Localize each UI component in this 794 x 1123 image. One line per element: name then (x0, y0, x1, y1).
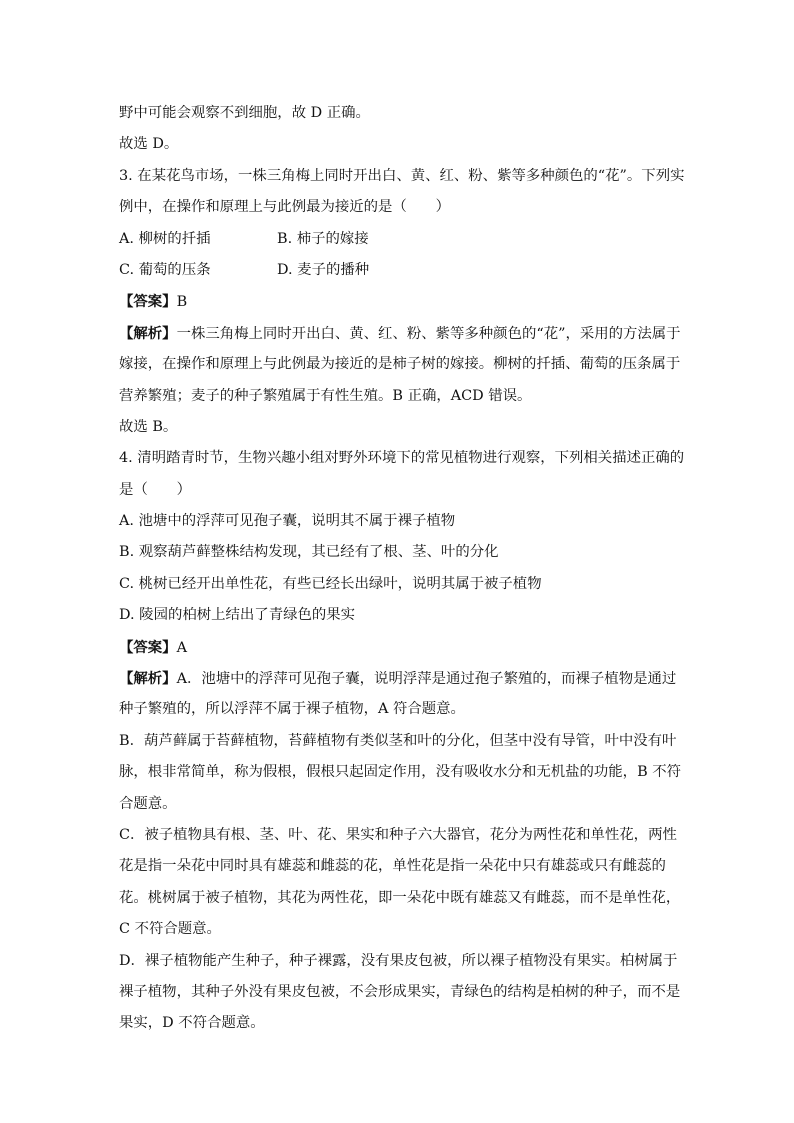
question-3-options-row (119, 224, 679, 255)
question-4-stem: 4. 清明踏青时节，生物兴趣小组对野外环境下的常见植物进行观察，下列相关描述正确的 (119, 450, 685, 467)
analysis-text: 果实，D 不符合题意。 (119, 1015, 265, 1032)
analysis-text: B．葫芦藓属于苔藓植物，苔藓植物有类似茎和叶的分化，但茎中没有导管，叶中没有叶 (119, 732, 677, 749)
question-3-answer (119, 286, 679, 317)
option-c: C. 桃树已经开出单性花，有些已经长出绿叶，说明其属于被子植物 (119, 575, 542, 592)
question-3-stem: 3. 在某花鸟市场，一株三角梅上同时开出白、黄、红、粉、紫等多种颜色的“花”。下列实 (119, 167, 685, 184)
analysis-text: 合题意。 (119, 795, 177, 812)
option-a: A. 池塘中的浮萍可见孢子囊，说明其不属于裸子植物 (119, 513, 456, 530)
analysis-text: C．被子植物具有根、茎、叶、花、果实和种子六大器官，花分为两性花和单性花，两性 (119, 826, 677, 843)
option-b: B. 柿子的嫁接 (277, 230, 369, 247)
question-4-analysis (119, 663, 679, 694)
document-page (119, 98, 685, 1040)
analysis-text: 裸子植物，其种子外没有果皮包被，不会形成果实，青绿色的结构是柏树的种子，而不是 (119, 983, 681, 1000)
answer-tag: 【答案】 (119, 293, 177, 311)
answer-tag: 【答案】 (119, 638, 177, 656)
analysis-text: 营养繁殖；麦子的种子繁殖属于有性生殖。B 正确，ACD 错误。 (119, 387, 532, 404)
option-d: D. 陵园的柏树上结出了青绿色的果实 (119, 607, 356, 624)
analysis-text: 脉，根非常简单，称为假根，假根只起固定作用，没有吸收水分和无机盐的功能，B 不符 (119, 764, 681, 781)
option-a: A. 柳树的扦插 (119, 230, 211, 247)
analysis-text: D．裸子植物能产生种子，种子裸露，没有果皮包被，所以裸子植物没有果实。柏树属于 (119, 952, 678, 969)
analysis-text: C 不符合题意。 (119, 921, 221, 938)
conclusion: 故选 B。 (119, 418, 178, 435)
question-3-stem: 例中，在操作和原理上与此例最为接近的是（ ） (119, 199, 450, 216)
question-3-options-row (119, 255, 679, 286)
option-d: D. 麦子的播种 (277, 261, 370, 278)
question-4-stem: 是（ ） (119, 481, 191, 498)
analysis-text: 花。桃树属于被子植物，其花为两性花，即一朵花中既有雄蕊又有雌蕊，而不是单性花， (119, 889, 681, 906)
analysis-text: A．池塘中的浮萍可见孢子囊，说明浮萍是通过孢子繁殖的，而裸子植物是通过 (176, 671, 677, 688)
analysis-text: 嫁接，在操作和原理上与此例最为接近的是柿子树的嫁接。柳树的扦插、葡萄的压条属于 (119, 356, 681, 373)
analysis-tag: 【解析】 (119, 670, 177, 688)
text-line: 野中可能会观察不到细胞，故 D 正确。 (119, 105, 370, 121)
text-line: 故选 D。 (119, 136, 179, 153)
question-3-analysis (119, 318, 679, 349)
answer-value: A (176, 639, 187, 656)
analysis-text: 种子繁殖的，所以浮萍不属于裸子植物，A 符合题意。 (119, 701, 465, 718)
analysis-text: 花是指一朵花中同时具有雄蕊和雌蕊的花，单性花是指一朵花中只有雄蕊或只有雌蕊的 (119, 858, 666, 875)
analysis-text: 一株三角梅上同时开出白、黄、红、粉、紫等多种颜色的“花”，采用的方法属于 (176, 325, 681, 342)
option-c: C. 葡萄的压条 (119, 261, 211, 278)
question-4-answer (119, 632, 679, 663)
analysis-tag: 【解析】 (119, 324, 177, 342)
answer-value: B (176, 294, 188, 311)
option-b: B. 观察葫芦藓整株结构发现，其已经有了根、茎、叶的分化 (119, 544, 499, 561)
